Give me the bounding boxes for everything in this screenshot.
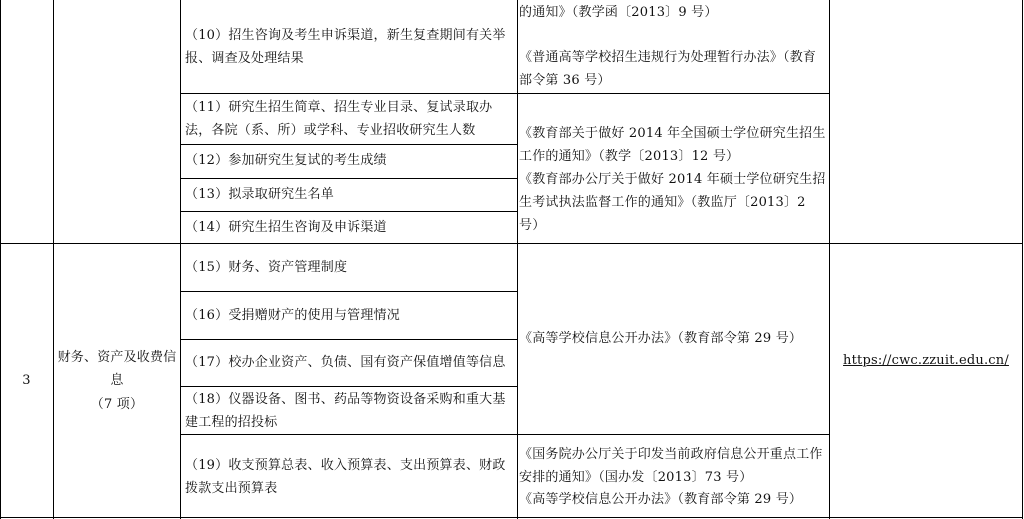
basis-text: 《国务院办公厅关于印发当前政府信息公开重点工作安排的通知》（国办发〔2013〕73 号） [519, 447, 823, 485]
column-divider [517, 0, 518, 519]
category-label: 财务、资产及收费信息 [57, 350, 177, 388]
item-text: （19）收支预算总表、收入预算表、支出预算表、财政拨款支出预算表 [185, 458, 506, 496]
basis-text: 的通知》（教学函〔2013〕9 号） [519, 5, 718, 20]
column-divider [829, 0, 830, 519]
column-divider [53, 0, 54, 519]
row-divider [180, 144, 518, 145]
section-divider [0, 243, 1023, 244]
row-divider [180, 386, 518, 387]
finance-office-link[interactable]: https://cwc.zzuit.edu.cn/ [843, 353, 1009, 368]
item-text: （17）校办企业资产、负债、国有资产保值增值等信息 [185, 355, 506, 370]
basis-text: 《教育部关于做好 2014 年全国硕士学位研究生招生工作的通知》（教学〔2013〕12 号） [519, 126, 826, 164]
row-divider [180, 434, 518, 435]
row-divider [517, 434, 830, 435]
item-text: （11）研究生招生简章、招生专业目录、复试录取办法，各院（系、所）或学科、专业招收研究生人数 [185, 100, 493, 138]
item-text: （12）参加研究生复试的考生成绩 [185, 153, 387, 168]
row-divider [517, 93, 830, 94]
basis-text: 《普通高等学校招生违规行为处理暂行办法》（教育部令第 36 号） [519, 50, 817, 88]
item-text: （14）研究生招生咨询及申诉渠道 [185, 220, 387, 235]
item-text: （10）招生咨询及考生申诉渠道，新生复查期间有关举报、调查及处理结果 [185, 28, 506, 66]
basis-text: 《教育部办公厅关于做好 2014 年硕士学位研究生招生考试执法监督工作的通知》（教监厅〔2013〕2 号） [519, 172, 826, 233]
basis-text: 《高等学校信息公开办法》（教育部令第 29 号） [519, 331, 803, 346]
row-divider [180, 291, 518, 292]
table-border-bottom [0, 517, 1023, 518]
item-text: （13）拟录取研究生名单 [185, 187, 334, 202]
row-divider [180, 339, 518, 340]
item-text: （16）受捐赠财产的使用与管理情况 [185, 308, 400, 323]
table-border-left [0, 0, 1, 519]
section-number: 3 [22, 373, 31, 388]
row-divider [180, 178, 518, 179]
row-divider [180, 93, 518, 94]
row-divider [180, 211, 518, 212]
item-text: （18）仪器设备、图书、药品等物资设备采购和重大基建工程的招投标 [185, 392, 506, 430]
column-divider [180, 0, 181, 519]
item-text: （15）财务、资产管理制度 [185, 260, 348, 275]
table-border-right [1022, 0, 1023, 519]
basis-text: 《高等学校信息公开办法》（教育部令第 29 号） [519, 492, 803, 507]
category-count: （7 项） [90, 397, 144, 412]
